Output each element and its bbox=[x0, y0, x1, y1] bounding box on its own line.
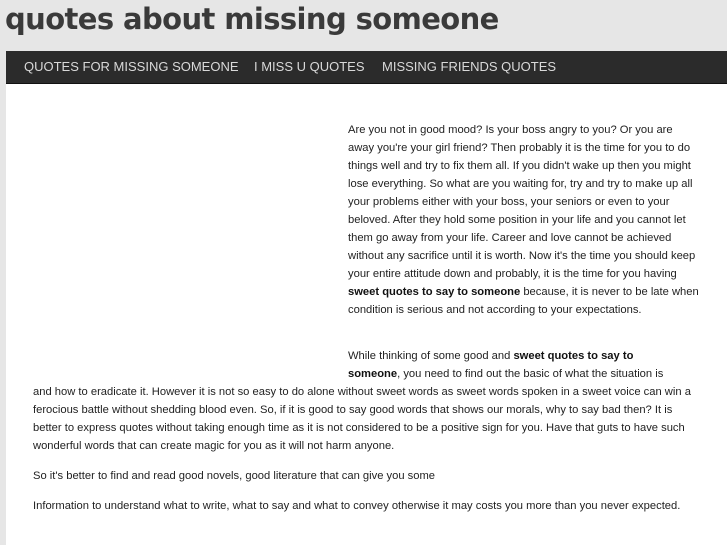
keyword-someone: someone bbox=[348, 368, 398, 380]
keyword-sweet-quotes: sweet quotes to say to someone bbox=[348, 286, 521, 298]
ad-placeholder bbox=[33, 121, 333, 371]
nav-item-quotes-for-missing-someone[interactable]: QUOTES FOR MISSING SOMEONE bbox=[24, 59, 239, 74]
nav-item-missing-friends-quotes[interactable]: MISSING FRIENDS QUOTES bbox=[382, 59, 557, 74]
paragraph-two-body: and how to eradicate it. However it is not so easy to do alone without sweet words as sweet words spoken in a sweet voice can win a ferocious battle without shedding blood even. So, if it is good to say good words that shows our morals, why to say bad then? It is better to express quotes without taking enough time as it is not considered to be a positive sign for you. Have that guts to have such wonderful words that can create magic for you as it will not harm anyone. bbox=[33, 386, 691, 452]
article-content bbox=[6, 84, 727, 545]
paragraph-intro-text: Are you not in good mood? Is your boss angry to you? Or you are away you're your girl friend? Then probably it is the time for you to do things well and try to fix them all. If you didn't wake up then you might lose everything. So what are you waiting for, try and try to make up all your problems either with your boss, your seniors or even to your beloved. After they hold some position in your life and you cannot let them go away from your life. Career and love cannot be achieved without any sacrifice until it is worth. Now it's the time you should keep your entire attitude down and probably, it is the time for you having bbox=[348, 124, 696, 280]
paragraph-two-line-2 bbox=[348, 365, 663, 383]
site-title[interactable]: quotes about missing someone bbox=[5, 2, 499, 36]
main-navigation bbox=[6, 51, 727, 84]
paragraph-two-line-1 bbox=[348, 347, 633, 365]
paragraph-intro bbox=[348, 121, 700, 319]
paragraph-four: Information to understand what to write, what to say and what to convey otherwise it may costs you more than you never expected. bbox=[33, 500, 681, 512]
paragraph-intro-end: because, it is never to be late when condition is serious and not according to your expectations. bbox=[348, 286, 699, 316]
keyword-sweet-quotes-2: sweet quotes to say to bbox=[513, 350, 634, 362]
paragraph-two-continue: , you need to find out the basic of what the situation is bbox=[397, 368, 664, 380]
nav-item-i-miss-u-quotes[interactable]: I MISS U QUOTES bbox=[254, 59, 365, 74]
paragraph-three: So it's better to find and read good novels, good literature that can give you some bbox=[33, 470, 436, 482]
paragraph-two-start: While thinking of some good and bbox=[348, 350, 511, 362]
